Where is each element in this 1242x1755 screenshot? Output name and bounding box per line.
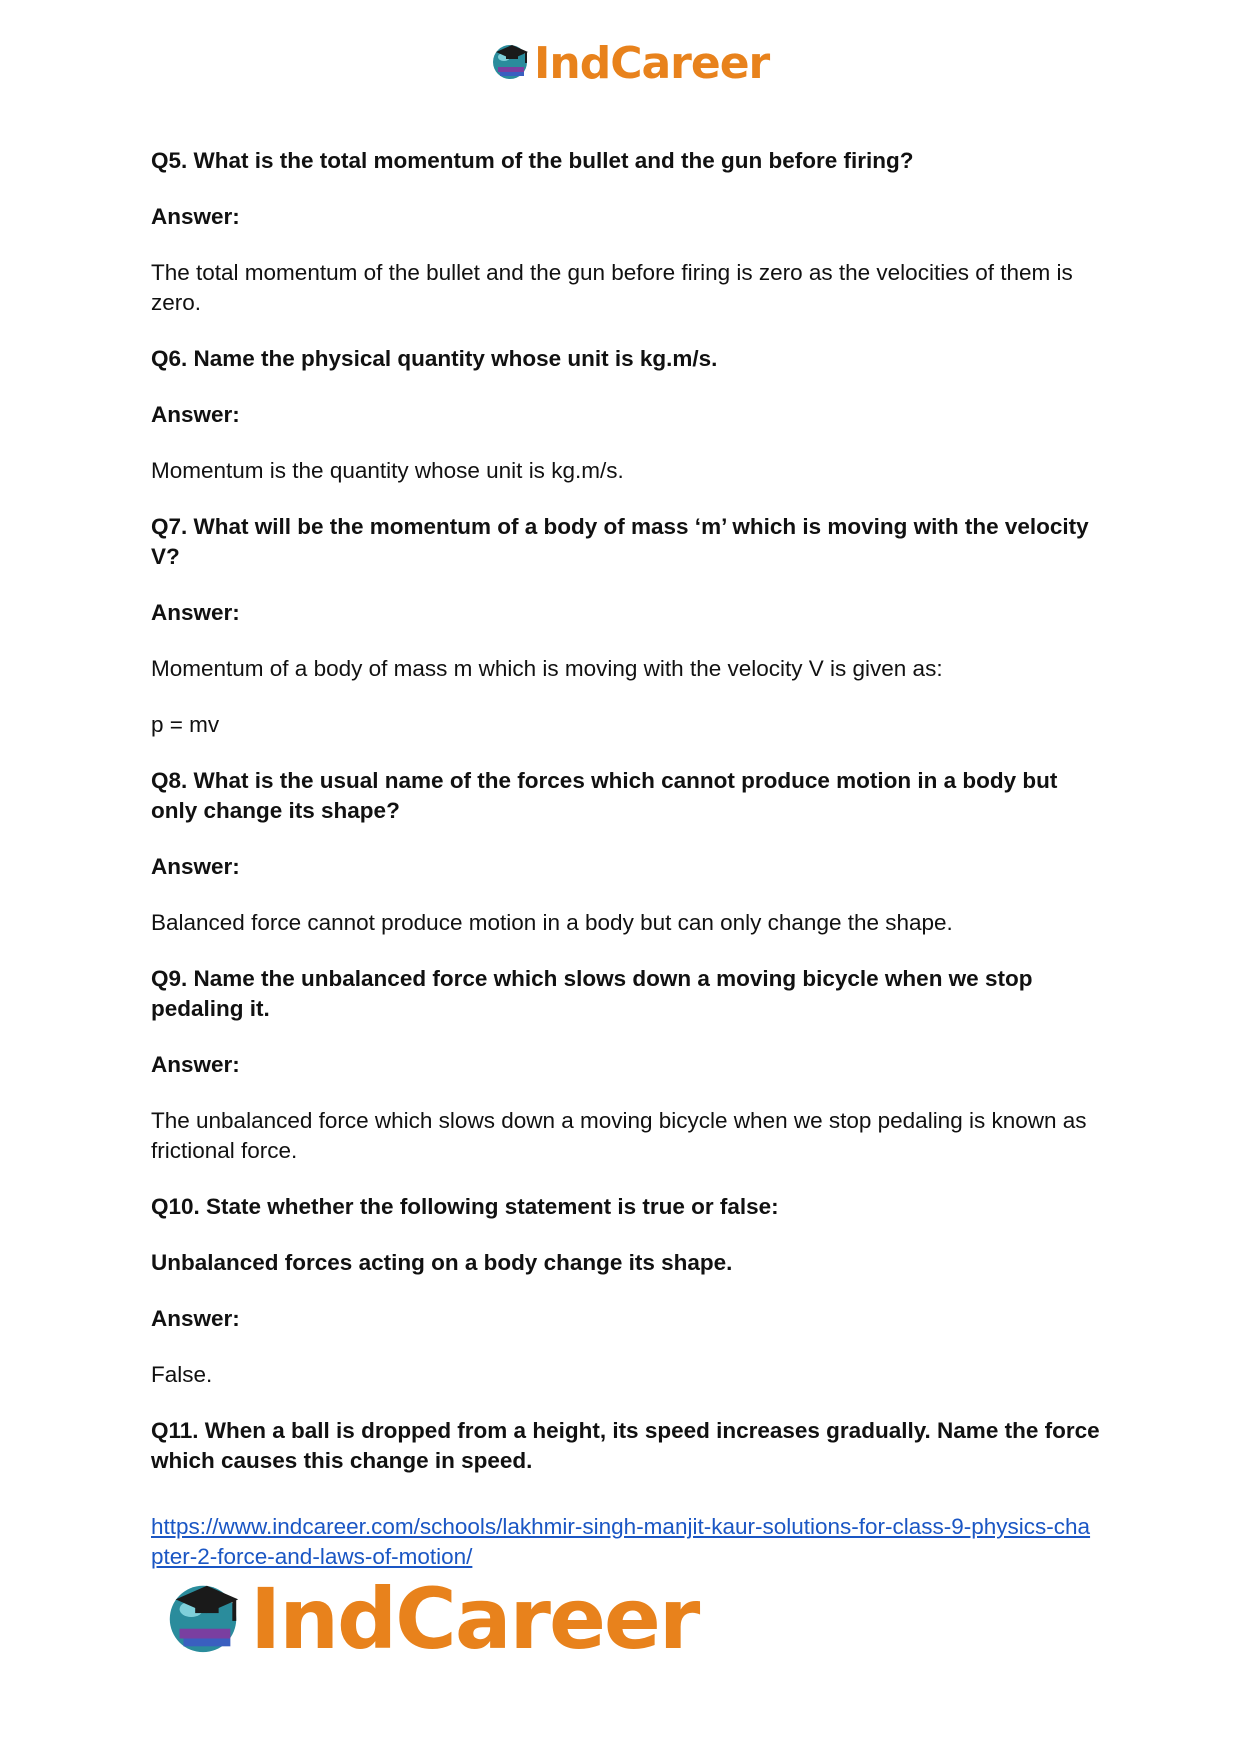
source-link[interactable]: https://www.indcareer.com/schools/lakhmir-singh-manjit-kaur-solutions-for-class-9-physics-chapter-2-force-and-laws-of-motion/	[151, 1514, 1091, 1569]
answer-label: Answer:	[151, 600, 240, 625]
answer-label: Answer:	[151, 1306, 240, 1331]
question-text: Q9. Name the unbalanced force which slows down a moving bicycle when we stop pedaling it.	[151, 966, 1033, 1021]
answer-label: Answer:	[151, 204, 240, 229]
header-logo	[488, 38, 769, 89]
answer-text: The unbalanced force which slows down a moving bicycle when we stop pedaling is known as frictional force.	[151, 1108, 1087, 1163]
question-text: Q5. What is the total momentum of the bullet and the gun before firing?	[151, 148, 914, 173]
question-text: Q6. Name the physical quantity whose unit is kg.m/s.	[151, 346, 718, 371]
header-logo-text: IndCareer	[534, 38, 770, 89]
question-text: Q11. When a ball is dropped from a height, its speed increases gradually. Name the force which causes this change in speed.	[151, 1418, 1100, 1473]
graduation-cap-globe-books-icon	[160, 1574, 246, 1665]
question-text: Q7. What will be the momentum of a body of mass ‘m’ which is moving with the velocity V?	[151, 514, 1089, 569]
answer-text: The total momentum of the bullet and the gun before firing is zero as the velocities of them is zero.	[151, 260, 1073, 315]
question-text: Unbalanced forces acting on a body change its shape.	[151, 1250, 733, 1275]
answer-text: Momentum of a body of mass m which is moving with the velocity V is given as:	[151, 656, 943, 681]
graduation-cap-globe-books-icon	[488, 39, 532, 88]
answer-label: Answer:	[151, 402, 240, 427]
answer-text: p = mv	[151, 712, 220, 737]
footer-logo-text: IndCareer	[250, 1570, 699, 1668]
question-text: Q10. State whether the following statement is true or false:	[151, 1194, 779, 1219]
footer-logo	[160, 1570, 698, 1668]
answer-text: Balanced force cannot produce motion in a body but can only change the shape.	[151, 910, 953, 935]
answer-text: Momentum is the quantity whose unit is kg.m/s.	[151, 458, 624, 483]
answer-text: False.	[151, 1362, 213, 1387]
qa-content	[151, 146, 1101, 1502]
question-text: Q8. What is the usual name of the forces which cannot produce motion in a body but only change its shape?	[151, 768, 1058, 823]
answer-label: Answer:	[151, 1052, 240, 1077]
answer-label: Answer:	[151, 854, 240, 879]
